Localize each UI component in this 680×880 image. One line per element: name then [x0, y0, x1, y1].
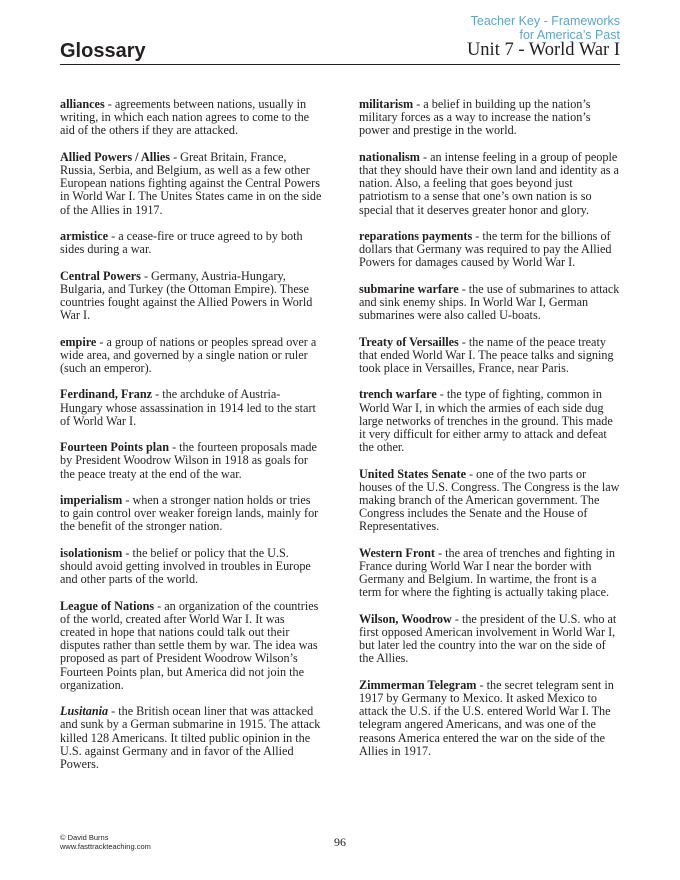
glossary-definition: - an organization of the countries of the world, created after World War I. It was created in hope that nations could talk out their disputes rather than settle them by war. The idea was proposed as part of President Woodrow Wilson’s Fourteen Points plan, but America did not join the organization. [60, 598, 319, 692]
glossary-definition: - Great Britain, France, Russia, Serbia, and Belgium, as well as a few other European nations fighting against the Central Powers in World War I. The Unites States came in on the side of the Allies in 1917. [60, 149, 322, 217]
copyright-text: © David Burns [60, 833, 109, 842]
page-title: Glossary [60, 40, 146, 62]
glossary-term: Ferdinand, Franz [60, 387, 153, 402]
glossary-entry [359, 468, 621, 534]
glossary-column-right [359, 98, 621, 771]
glossary-term: Western Front [359, 545, 435, 560]
glossary-entry [60, 151, 322, 217]
glossary-term: Wilson, Woodrow [359, 611, 452, 626]
glossary-entry [60, 270, 322, 323]
glossary-definition: - the name of the peace treaty that ended World War I. The peace talks and signing took place in Versailles, France, near Paris. [359, 334, 614, 375]
glossary-entry [60, 494, 322, 534]
glossary-term: Treaty of Versailles [359, 334, 459, 349]
header-divider [60, 64, 620, 65]
glossary-term: empire [60, 334, 97, 349]
glossary-term: isolationism [60, 545, 123, 560]
glossary-definition: - the type of fighting, common in World War I, in which the armies of each side dug large networks of trenches in the ground. This made it very difficult for either army to attack and defeat the other. [359, 387, 613, 455]
glossary-entry [359, 283, 621, 323]
glossary-term: Central Powers [60, 268, 141, 283]
glossary-definition: - the use of submarines to attack and sink enemy ships. In World War I, German submarines were also called U-boats. [359, 281, 620, 323]
glossary-term: trench warfare [359, 387, 437, 402]
glossary-definition: - agreements between nations, usually in writing, in which each nation agrees to come to the aid of the others if they are attacked. [60, 97, 310, 138]
glossary-entry [359, 679, 621, 758]
glossary-entry [60, 230, 322, 256]
glossary-term: Fourteen Points plan [60, 440, 170, 455]
glossary-entry [60, 600, 322, 692]
glossary-definition: - the secret telegram sent in 1917 by Germany to Mexico. It asked Mexico to attack the U.S. if the U.S. entered World War I. The telegram angered Americans, and was one of the reasons America entered the war on the side of the Allies in 1917. [359, 677, 614, 758]
page-number: 96 [334, 835, 346, 849]
glossary-term: submarine warfare [359, 281, 459, 296]
glossary-entry [60, 388, 322, 428]
glossary-definition: - a belief in building up the nation’s military forces as a way to increase the nation’s power and prestige in the world. [359, 97, 591, 138]
glossary-term: militarism [359, 97, 414, 111]
glossary-entry [60, 547, 322, 587]
glossary-term: reparations payments [359, 229, 473, 243]
glossary-term: armistice [60, 229, 109, 243]
glossary-entry [359, 613, 621, 666]
glossary-entry [60, 705, 322, 771]
glossary-definition: - an intense feeling in a group of people that they should have their own land and identity as a nation. Also, a feeling that goes beyond just patriotism to a sense that one’s own nation is so special that it deserves greater honor and glory. [359, 149, 619, 217]
glossary-term: Zimmerman Telegram [359, 677, 477, 692]
glossary-entry [60, 336, 322, 376]
glossary-term: League of Nations [60, 598, 155, 613]
glossary-definition: - the area of trenches and fighting in France during World War I near the border with Germany and Belgium. In wartime, the front is a term for where the fighting is actually taking place. [359, 545, 615, 600]
glossary-entry [359, 151, 621, 217]
glossary-definition: - the belief or policy that the U.S. should avoid getting involved in troubles in Europe and other parts of the world. [60, 545, 311, 587]
glossary-definition: - the British ocean liner that was attacked and sunk by a German submarine in 1915. The attack killed 128 Americans. It tilted public opinion in the U.S. against Germany and in favor of the Allied Powers. [60, 704, 321, 771]
glossary-term: imperialism [60, 492, 123, 507]
glossary-term: nationalism [359, 149, 420, 164]
glossary-definition: - when a stronger nation holds or tries to gain control over weaker foreign lands, mainly for the benefit of the stronger nation. [60, 492, 319, 534]
glossary-term: United States Senate [359, 466, 466, 481]
glossary-definition: - a cease-fire or truce agreed to by both sides during a war. [60, 229, 303, 257]
glossary-definition: - the archduke of Austria-Hungary whose assassination in 1914 led to the start of World War I. [60, 387, 316, 428]
glossary-term: alliances [60, 97, 105, 111]
unit-title: Unit 7 - World War I [466, 40, 620, 60]
glossary-entry [60, 98, 322, 138]
brand-line-2: for America’s Past [519, 28, 620, 42]
glossary-entry [359, 98, 621, 138]
website-text: www.fasttrackteaching.com [60, 842, 151, 851]
glossary-entry [359, 230, 621, 270]
publisher-brand [471, 14, 620, 42]
glossary-definition: - a group of nations or peoples spread over a wide area, and governed by a single nation or ruler (such an emperor). [60, 334, 317, 375]
glossary-definition: - the term for the billions of dollars that Germany was required to pay the Allied Powers for damages caused by World War I. [359, 229, 612, 270]
glossary-definition: - the president of the U.S. who at first opposed American involvement in World War I, but later led the country into the war on the side of the Allies. [359, 611, 617, 666]
glossary-column-left [60, 98, 322, 784]
glossary-term: Lusitania [60, 704, 109, 719]
glossary-definition: - one of the two parts or houses of the U.S. Congress. The Congress is the law making branch of the American government. The Congress includes the Senate and the House of Representatives. [359, 466, 620, 534]
glossary-term: Allied Powers / Allies [60, 149, 171, 164]
glossary-definition: - the fourteen proposals made by President Woodrow Wilson in 1918 as goals for the peace treaty at the end of the war. [60, 440, 317, 481]
glossary-entry [60, 441, 322, 481]
glossary-entry [359, 388, 621, 454]
glossary-entry [359, 336, 621, 376]
glossary-definition: - Germany, Austria-Hungary, Bulgaria, and Turkey (the Ottoman Empire). These countries fought against the Allied Powers in World War I. [60, 268, 313, 323]
glossary-entry [359, 547, 621, 600]
brand-line-1: Teacher Key - Frameworks [470, 14, 620, 28]
